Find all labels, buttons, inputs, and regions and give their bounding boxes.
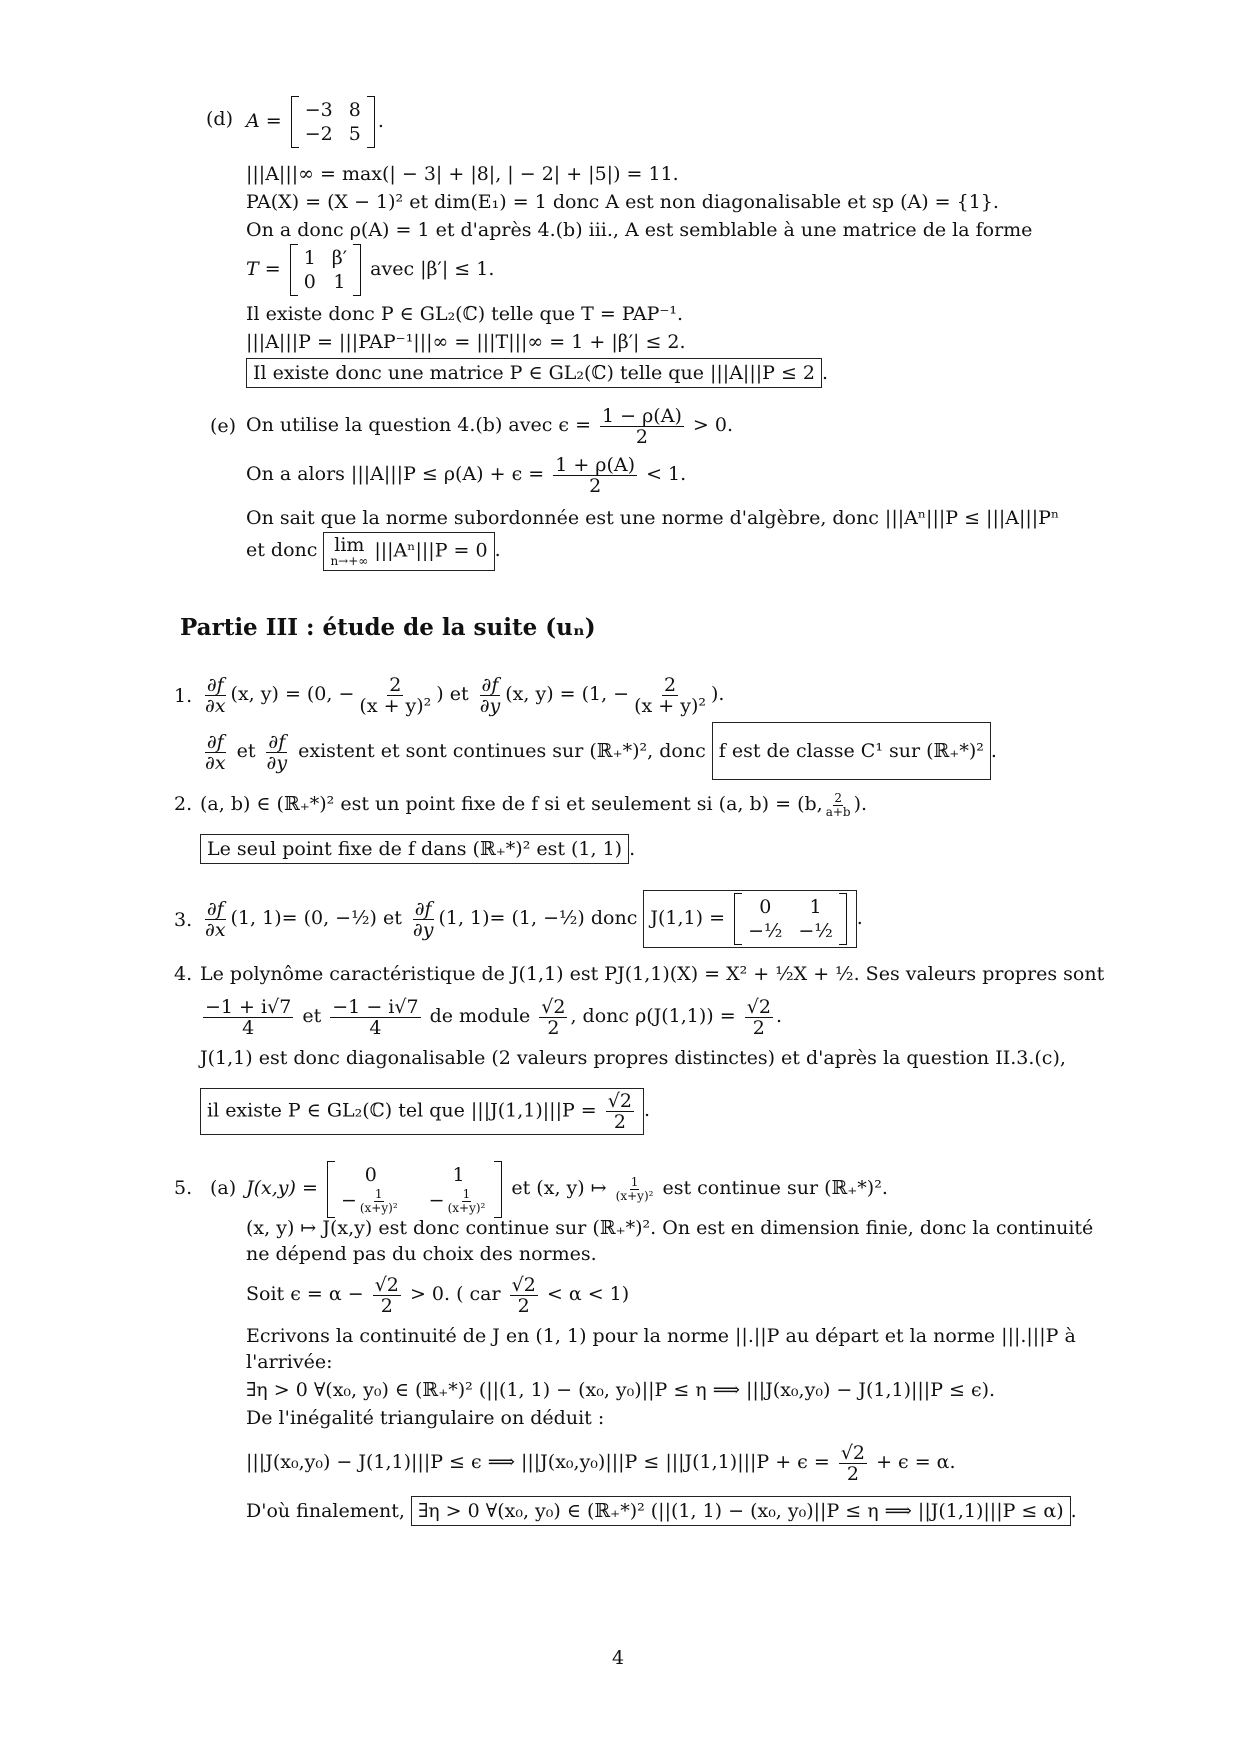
q5-l9-fraction: $\frac{√2}{2}$ [840,1441,866,1485]
part-e-l4-boxed: |||Aⁿ|||P = 0 [374,539,488,561]
q1-l2-text: existent et sont continues sur (ℝ₊*)², donc [298,740,706,762]
part-d-line-3: On a donc ρ(A) = 1 et d'après 4.(b) iii., A est semblable à une matrice de la forme [246,219,1033,241]
q3-number: 3. [174,909,193,931]
matrix-a [291,96,375,148]
part-d-matrix-prefix: A = [246,110,282,132]
matrix-a-cell-0-0: −3 [304,99,333,121]
q4-modulus: $\frac{√2}{2}$ [541,995,566,1039]
q3-j-label: J(1,1) = [650,907,726,929]
jxy-m01: 1 [452,1163,465,1186]
q5-line-10: D'où finalement, ∃η > 0 ∀(x₀, y₀) ∈ (ℝ₊*)² (||(1, 1) − (x₀, y₀)||P ≤ η ⟹ ||J(1,1)|||P ≤ α) . [246,1496,1077,1526]
q3-b: (1, 1)= (1, −½) donc [438,907,638,929]
q5-l4-suffix: < α < 1) [546,1283,630,1305]
q1-line-1 [200,668,724,720]
part-d-result: Il existe donc une matrice P ∈ GL₂(ℂ) telle que |||A|||P ≤ 2 . [246,358,828,388]
matrix-a-cell-1-1: 5 [348,123,361,145]
matrix-j11-cell-0-1: 1 [809,896,822,918]
part-e-fraction-2: $\frac{1 + \rho(A)}{2}$ [555,453,636,497]
q3-line: $\frac{\partial f}{\partial x}$ (1, 1)= (0, −½) et $\frac{\partial f}{\partial y}$ (1, 1)= (1, −½) donc J(1,1) = 0 1 −½ −½ . [200,886,863,950]
part-e-l2-prefix: On a alors |||A|||P ≤ ρ(A) + ϵ = [246,463,545,485]
q5-l10-prefix: D'où finalement, [246,1500,405,1522]
q4-boxed-prefix: il existe P ∈ GL₂(ℂ) tel que |||J(1,1)|||P = [207,1099,597,1121]
q5-l4-fraction-2: $\frac{√2}{2}$ [511,1273,536,1317]
q4-result: il existe P ∈ GL₂(ℂ) tel que |||J(1,1)|||P = $\frac{√2}{2}$ . [200,1082,650,1138]
part-d-matrix-line [246,96,384,148]
part-d-line-1: |||A|||∞ = max(| − 3| + |8|, | − 2| + |5|) = 11. [246,163,679,185]
q5-number: 5. [174,1177,193,1199]
jxy-m11: − $\frac{1}{\text{(x+y)²}}$ [428,1186,486,1215]
q2-fraction: $\frac{2}{a+b}$ [825,790,851,819]
matrix-jxy [327,1161,502,1218]
q4-boxed [200,1088,644,1135]
part-d-dot: . [377,110,384,132]
q3-df-dx: $\frac{\partial f}{\partial x}$ [205,897,226,941]
eigenvalue-2: $\frac{-1 - i√7}{4}$ [332,995,419,1039]
matrix-a-cell-0-1: 8 [348,99,361,121]
lim-word: lim [334,533,365,556]
q1-number: 1. [174,685,193,707]
q5-l4-fraction-1: $\frac{√2}{2}$ [374,1273,399,1317]
eigenvalue-1: $\frac{-1 + i√7}{4}$ [205,995,292,1039]
q4-line-3: J(1,1) est donc diagonalisable (2 valeurs propres distinctes) et d'après la question II.3.(c), [200,1047,1066,1069]
q5-line-3: ne dépend pas du choix des normes. [246,1243,597,1265]
part-d-t-prefix: T = [246,258,281,280]
part-e-fraction-1: $\frac{1 - \rho(A)}{2}$ [602,404,682,448]
q1-line-2: $\frac{\partial f}{\partial x}$ et $\frac{\partial f}{\partial y}$ existent et sont continues sur (ℝ₊*)², donc f est de classe C¹ sur (ℝ₊*)² . [200,722,997,780]
df-dy: $\frac{\partial f}{\partial y}$ [479,673,501,717]
q5-label: (a) [210,1177,237,1199]
q4-mod-text: de module [429,1005,531,1027]
q4-number: 4. [174,963,193,985]
part-d-line-5: |||A|||P = |||PAP⁻¹|||∞ = |||T|||∞ = 1 + |β′| ≤ 2. [246,331,686,353]
df-dy-2: $\frac{\partial f}{\partial y}$ [266,730,288,774]
q5-l4-prefix: Soit ϵ = α − [246,1283,364,1305]
df-dx: $\frac{\partial f}{\partial x}$ [205,673,226,717]
matrix-j11-cell-1-1: −½ [798,920,833,942]
part-d-t-line [246,244,494,296]
limit-box [323,532,494,571]
matrix-t-cell-1-0: 0 [303,271,316,293]
q5-after-prefix: et (x, y) ↦ [511,1177,607,1199]
q3-df-dy: $\frac{\partial f}{\partial y}$ [412,897,434,941]
section-title: Partie III : étude de la suite (uₙ) [180,614,596,641]
q5-line-8: De l'inégalité triangulaire on déduit : [246,1407,605,1429]
q1-d: ). [711,683,725,705]
q1-b: ) et [436,683,469,705]
part-e-l4-prefix: et donc [246,539,318,561]
lim-subscript: n→+∞ [330,553,369,568]
q2-number: 2. [174,793,193,815]
part-d-boxed: Il existe donc une matrice P ∈ GL₂(ℂ) telle que |||A|||P ≤ 2 [246,358,822,388]
jxy-m00: 0 [364,1163,377,1186]
part-e-l2-suffix: < 1. [646,463,687,485]
matrix-t-cell-0-0: 1 [303,247,316,269]
q5-after-fraction: $\frac{1}{\text{(x+y)²}}$ [615,1174,654,1203]
q1-c: (x, y) = (1, − [505,683,630,705]
q5-line-4 [246,1268,629,1320]
q5-l4-mid: > 0. ( car [409,1283,501,1305]
q1-fraction-1: $\frac{2}{\text{(x + y)²}}$ [359,673,432,717]
q5-line-7: ∃η > 0 ∀(x₀, y₀) ∈ (ℝ₊*)² (||(1, 1) − (x₀, y₀)||P ≤ η ⟹ |||J(x₀,y₀) − J(1,1)|||P ≤ ϵ). [246,1379,996,1401]
q5-j-label: J(x,y) = [246,1177,318,1199]
q2-result: Le seul point fixe de f dans (ℝ₊*)² est (1, 1) . [200,834,635,864]
matrix-j11 [734,893,847,945]
part-d-label: (d) [206,108,233,130]
q4-rho: $\frac{√2}{2}$ [746,995,771,1039]
jxy-m10: − $\frac{1}{\text{(x+y)²}}$ [340,1186,398,1215]
q5-line-6: l'arrivée: [246,1351,333,1373]
q1-fraction-2: $\frac{2}{\text{(x + y)²}}$ [634,673,706,717]
q2-l1: (a, b) ∈ (ℝ₊*)² est un point fixe de f si et seulement si (a, b) = (b, [200,793,823,815]
q4-rho-text: , donc ρ(J(1,1)) = [570,1005,736,1027]
part-e-line-2 [246,451,686,497]
part-e-line-3: On sait que la norme subordonnée est une norme d'algèbre, donc |||Aⁿ|||P ≤ |||A|||Pⁿ [246,507,1060,529]
matrix-t-cell-0-1: β′ [331,247,348,269]
q5-l9-suffix: + ϵ = α. [876,1451,956,1473]
q5-line-1 [246,1156,888,1220]
matrix-t-cell-1-1: 1 [333,271,346,293]
q3-a: (1, 1)= (0, −½) et [230,907,402,929]
page-number: 4 [612,1647,625,1669]
q4-line-2: $\frac{-1 + i√7}{4}$ et $\frac{-1 - i√7}{4}$ de module $\frac{√2}{2}$ , donc ρ(J(1,1)) = $\frac{√2}{2}$ . [205,995,782,1039]
q5-line-9 [246,1436,956,1488]
part-d-line-2: PA(X) = (X − 1)² et dim(E₁) = 1 donc A est non diagonalisable et sp (A) = {1}. [246,191,999,213]
part-e-label: (e) [210,415,237,437]
q3-boxed [643,890,856,948]
q4-et: et [302,1005,322,1027]
q1-l2-et: et [236,740,256,762]
q2-line-1 [200,782,867,826]
q5-after-suffix: est continue sur (ℝ₊*)². [662,1177,888,1199]
part-e-line-4: et donc lim n→+∞ |||Aⁿ|||P = 0 . [246,530,501,571]
matrix-a-cell-1-0: −2 [304,123,333,145]
part-d-t-suffix: avec |β′| ≤ 1. [370,258,495,280]
q5-final-boxed: ∃η > 0 ∀(x₀, y₀) ∈ (ℝ₊*)² (||(1, 1) − (x₀, y₀)||P ≤ η ⟹ ||J(1,1)|||P ≤ α) [411,1496,1071,1526]
df-dx-2: $\frac{\partial f}{\partial x}$ [205,730,226,774]
matrix-j11-cell-1-0: −½ [748,920,783,942]
matrix-j11-cell-0-0: 0 [759,896,772,918]
q1-a: (x, y) = (0, − [230,683,355,705]
part-e-l1-suffix: > 0. [692,414,733,436]
part-e-l1-prefix: On utilise la question 4.(b) avec ϵ = [246,414,591,436]
part-e-line-1 [246,402,733,448]
q5-line-5: Ecrivons la continuité de J en (1, 1) pour la norme ||.||P au départ et la norme |||.|||P à [246,1325,1076,1347]
part-d-line-4: Il existe donc P ∈ GL₂(ℂ) telle que T = PAP⁻¹. [246,303,684,325]
q4-line-1: Le polynôme caractéristique de J(1,1) est PJ(1,1)(X) = X² + ½X + ½. Ses valeurs propres sont [200,963,1105,985]
q5-l9-prefix: |||J(x₀,y₀) − J(1,1)|||P ≤ ϵ ⟹ |||J(x₀,y₀)|||P ≤ |||J(1,1)|||P + ϵ = [246,1451,830,1473]
q2-boxed: Le seul point fixe de f dans (ℝ₊*)² est (1, 1) [200,834,629,864]
q5-line-2: (x, y) ↦ J(x,y) est donc continue sur (ℝ₊*)². On est en dimension finie, donc la continuité [246,1217,1094,1239]
q4-boxed-fraction: $\frac{√2}{2}$ [607,1089,632,1133]
q1-boxed: f est de classe C¹ sur (ℝ₊*)² [712,722,991,780]
matrix-t [290,244,361,296]
q2-l1-end: ). [853,793,868,815]
